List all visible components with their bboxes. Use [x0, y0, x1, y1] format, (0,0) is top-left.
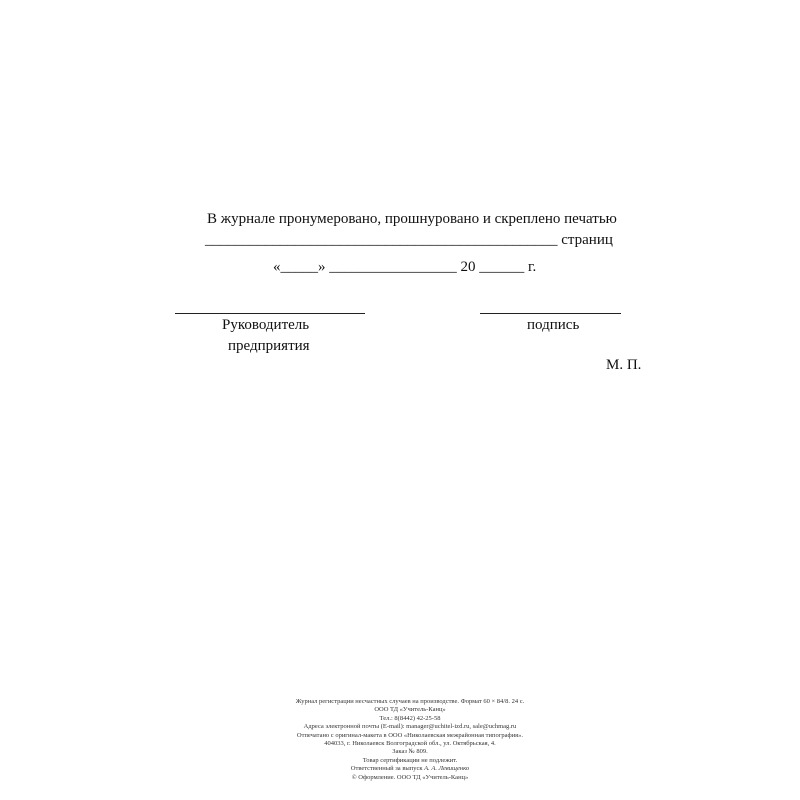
imprint-address: 404033, г. Николаевск Волгоградской обл., ул. Октябрьская, 4.: [324, 740, 496, 748]
imprint-certification: Товар сертификации не подлежит.: [362, 756, 458, 764]
certification-text: В журнале пронумеровано, прошнуровано и скреплено печатью: [207, 211, 617, 227]
signature-line: [480, 313, 621, 314]
imprint-responsible-name: А. А. Левищенко: [424, 765, 470, 773]
imprint-printed: Отпечатано с оригинал-макета в ООО «Николаевская межрайонная типография».: [296, 731, 524, 739]
imprint-responsible: [250, 765, 570, 773]
signature-label: подпись: [527, 317, 580, 333]
publisher-imprint: [250, 698, 570, 782]
imprint-copyright: © Оформление. ООО ТД «Учитель-Канц»: [351, 773, 469, 781]
pages-count-line: [205, 232, 613, 249]
enterprise-label: предприятия: [228, 338, 310, 354]
date-line: «_____» _________________ 20 ______ г.: [273, 259, 537, 275]
imprint-phone: Тел.: 8(8442) 42-25-58: [379, 714, 441, 722]
pages-count-blank: _______________________________________________: [205, 232, 558, 248]
pages-label: страниц: [557, 232, 613, 248]
imprint-responsible-prefix: Ответственный за выпуск: [350, 765, 425, 773]
imprint-order: Заказ № 809.: [392, 748, 428, 756]
head-label: Руководитель: [222, 317, 310, 333]
imprint-publisher: ООО ТД «Учитель-Канц»: [374, 706, 446, 714]
stamp-label: М. П.: [606, 357, 642, 373]
imprint-email: Адреса электронной почты (E-mail): manager@uchitel-izd.ru, sale@uchmag.ru: [303, 723, 517, 731]
head-signature-line: [175, 313, 365, 314]
imprint-title: Журнал регистрации несчастных случаев на производстве. Формат 60 × 84/8. 24 с.: [295, 698, 525, 705]
